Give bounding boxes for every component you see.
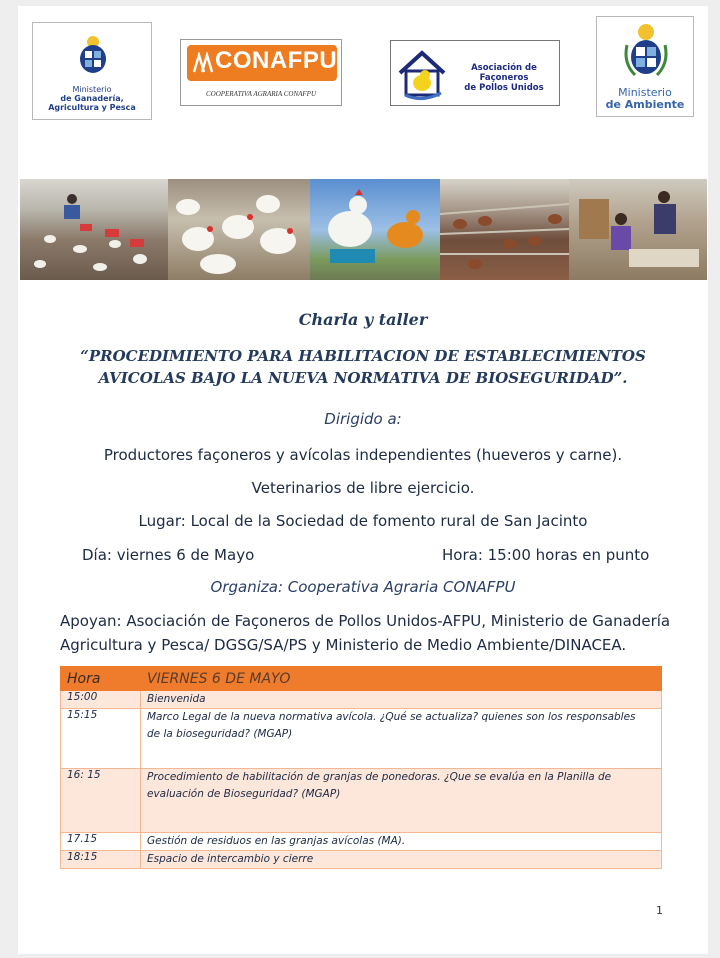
- conafpu-subtitle: COOPERATIVA AGRARIA CONAFPU: [205, 90, 317, 98]
- table-row: [61, 851, 662, 869]
- headline-line2: AVICOLAS BAJO LA NUEVA NORMATIVA DE BIOSEGURIDAD”.: [98, 369, 628, 387]
- mgap-line3: Agricultura y Pesca: [48, 103, 136, 112]
- row-description-line1: Marco Legal de la nueva normativa avícola. ¿Qué se actualiza? quienes son los responsables: [147, 711, 636, 723]
- row-description: Espacio de intercambio y cierre: [141, 851, 662, 869]
- event-headline: [18, 345, 708, 389]
- row-description-line1: Procedimiento de habilitación de granjas de ponedoras. ¿Que se evalúa en la Planilla de: [147, 771, 612, 783]
- ambiente-line1: Ministerio: [618, 86, 672, 99]
- mgap-line2: de Ganadería,: [60, 94, 124, 103]
- conafpu-name: CONAFPU: [215, 47, 338, 74]
- dirigido-label: Dirigido a:: [324, 410, 402, 428]
- uruguay-coat-of-arms-icon: [75, 35, 111, 75]
- schedule-table: [60, 666, 662, 869]
- page-number: 1: [656, 904, 663, 917]
- ambiente-logo: [596, 16, 694, 117]
- ambiente-line2: de Ambiente: [605, 98, 685, 111]
- row-description-line2: de la bioseguridad? (MGAP): [147, 728, 293, 740]
- event-time: Hora: 15:00 horas en punto: [442, 546, 650, 564]
- mgap-line1: Ministerio: [72, 85, 112, 94]
- photo-workers-desk: [569, 179, 707, 280]
- audience-veterinarians: Veterinarios de libre ejercicio.: [251, 479, 475, 497]
- event-organizer: Organiza: Cooperativa Agraria CONAFPU: [210, 578, 516, 596]
- photo-strip: [20, 179, 707, 280]
- afpu-line2: de Pollos Unidos: [464, 83, 544, 93]
- row-description: Bienvenida: [141, 691, 662, 709]
- schedule-header-hora: Hora: [61, 667, 141, 691]
- event-supporters: Apoyan: Asociación de Façoneros de Pollos Unidos-AFPU, Ministerio de Ganadería Agricultura y Pesca/ DGSG/SA/PS y Ministerio de Medio Ambiente/DINACEA.: [60, 612, 671, 654]
- event-type: Charla y taller: [298, 310, 428, 329]
- schedule-header-day: VIERNES 6 DE MAYO: [141, 667, 662, 691]
- row-time: 15:15: [61, 709, 141, 769]
- afpu-line1: Asociación de Façoneros: [471, 63, 537, 83]
- event-location: Lugar: Local de la Sociedad de fomento rural de San Jacinto: [138, 512, 588, 530]
- row-time: 16: 15: [61, 769, 141, 833]
- photo-white-chickens: [168, 179, 310, 280]
- table-row: [61, 769, 662, 833]
- conafpu-emblem-icon: [192, 52, 214, 74]
- flyer-page: [18, 6, 708, 954]
- row-time: 18:15: [61, 851, 141, 869]
- row-description: Gestión de residuos en las granjas avícolas (MA).: [141, 833, 662, 851]
- row-description: [141, 709, 662, 769]
- table-row: [61, 691, 662, 709]
- uruguay-coat-of-arms-icon: [621, 23, 671, 81]
- row-description: [141, 769, 662, 833]
- photo-broiler-house: [20, 179, 168, 280]
- row-time: 17.15: [61, 833, 141, 851]
- schedule-header-row: [61, 667, 662, 691]
- row-description-line2: evaluación de Bioseguridad? (MGAP): [147, 788, 341, 800]
- photo-laying-hens: [440, 179, 569, 280]
- audience-producers: Productores façoneros y avícolas independientes (hueveros y carne).: [103, 446, 623, 464]
- photo-chicken-sculptures: [310, 179, 440, 280]
- headline-line1: “PROCEDIMIENTO PARA HABILITACION DE ESTABLECIMIENTOS: [80, 347, 646, 365]
- table-row: [61, 833, 662, 851]
- table-row: [61, 709, 662, 769]
- event-date: Día: viernes 6 de Mayo: [82, 546, 255, 564]
- mgap-logo: [32, 22, 152, 120]
- house-chick-icon: [395, 47, 449, 101]
- row-time: 15:00: [61, 691, 141, 709]
- conafpu-logo: [180, 39, 342, 106]
- afpu-logo: [390, 40, 560, 106]
